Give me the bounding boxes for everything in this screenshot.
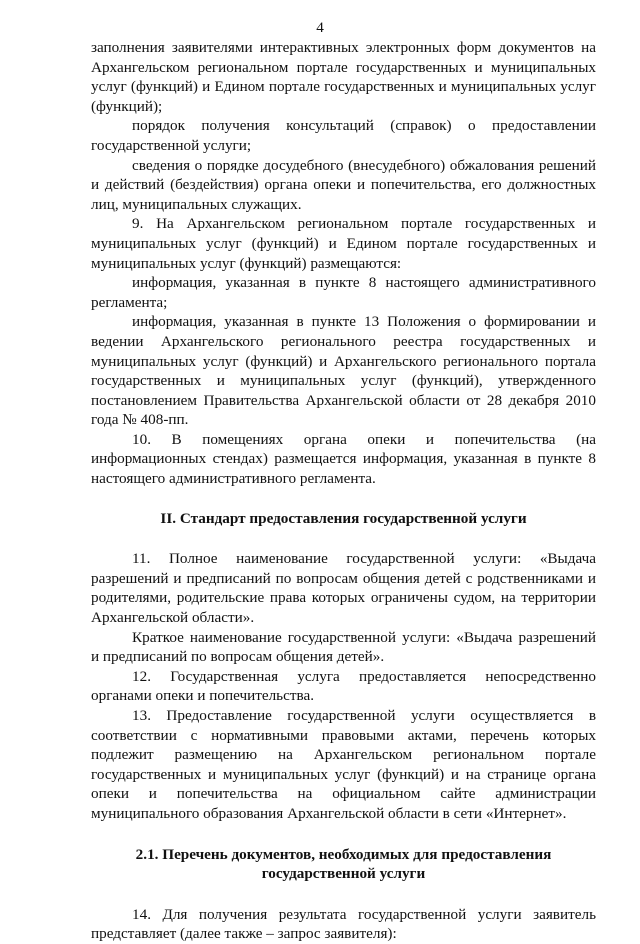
paragraph: 11. Полное наименование государственной услуги: «Выдача разрешений и предписаний по вопросам общения детей с родственниками и родителями, родительские права которых ограничены судом, на территории Архангельской области». xyxy=(91,550,596,627)
paragraph: информация, указанная в пункте 13 Положения о формировании и ведении Архангельского регионального реестра государственных и муниципальных услуг (функций) и Архангельского регионального портала государственных и муниципальных услуг (функций), утвержденного постановлением Правительства Архангельской области от 28 декабря 2010 года № 408-пп. xyxy=(91,313,596,429)
paragraph: порядок получения консультаций (справок) о предоставлении государственной услуги; xyxy=(91,117,596,154)
paragraph: 10. В помещениях органа опеки и попечительства (на информационных стендах) размещается информация, указанная в пункте 8 настоящего административного регламента. xyxy=(91,430,596,488)
paragraph: 13. Предоставление государственной услуги осуществляется в соответствии с нормативными правовыми актами, перечень которых подлежит размещению на Архангельском региональном портале государственных и муниципальных услуг (функций) и на странице органа опеки и попечительства на официальном сайте администрации муниципального образования Архангельской области в сети «Интернет». xyxy=(91,707,596,822)
paragraph: 9. На Архангельском региональном портале государственных и муниципальных услуг (функций) и Едином портале государственных и муниципальных услуг (функций) размещаются: xyxy=(91,215,596,272)
document-body xyxy=(91,38,596,944)
subsection-heading xyxy=(91,845,596,884)
paragraph: 12. Государственная услуга предоставляется непосредственно органами опеки и попечительства. xyxy=(91,667,596,705)
paragraph: заполнения заявителями интерактивных электронных форм документов на Архангельском региональном портале государственных и муниципальных услуг (функций) и Едином портале государственных и муниципальных услуг (функций); xyxy=(91,39,596,115)
page-number: 4 xyxy=(316,19,324,36)
paragraph: 14. Для получения результата государственной услуги заявитель представляет (далее также – запрос заявителя): xyxy=(91,905,596,943)
paragraph: сведения о порядке досудебного (внесудебного) обжалования решений и действий (бездействия) органа опеки и попечительства, его должностных лиц, муниципальных служащих. xyxy=(91,156,596,213)
section-heading: II. Стандарт предоставления государственной услуги xyxy=(160,509,527,527)
subsection-heading-line: 2.1. Перечень документов, необходимых для предоставления xyxy=(135,845,552,863)
paragraph: информация, указанная в пункте 8 настоящего административного регламента; xyxy=(91,274,596,311)
paragraph: Краткое наименование государственной услуги: «Выдача разрешений и предписаний по вопросам общения детей». xyxy=(91,628,596,666)
subsection-heading-line: государственной услуги xyxy=(261,865,426,883)
